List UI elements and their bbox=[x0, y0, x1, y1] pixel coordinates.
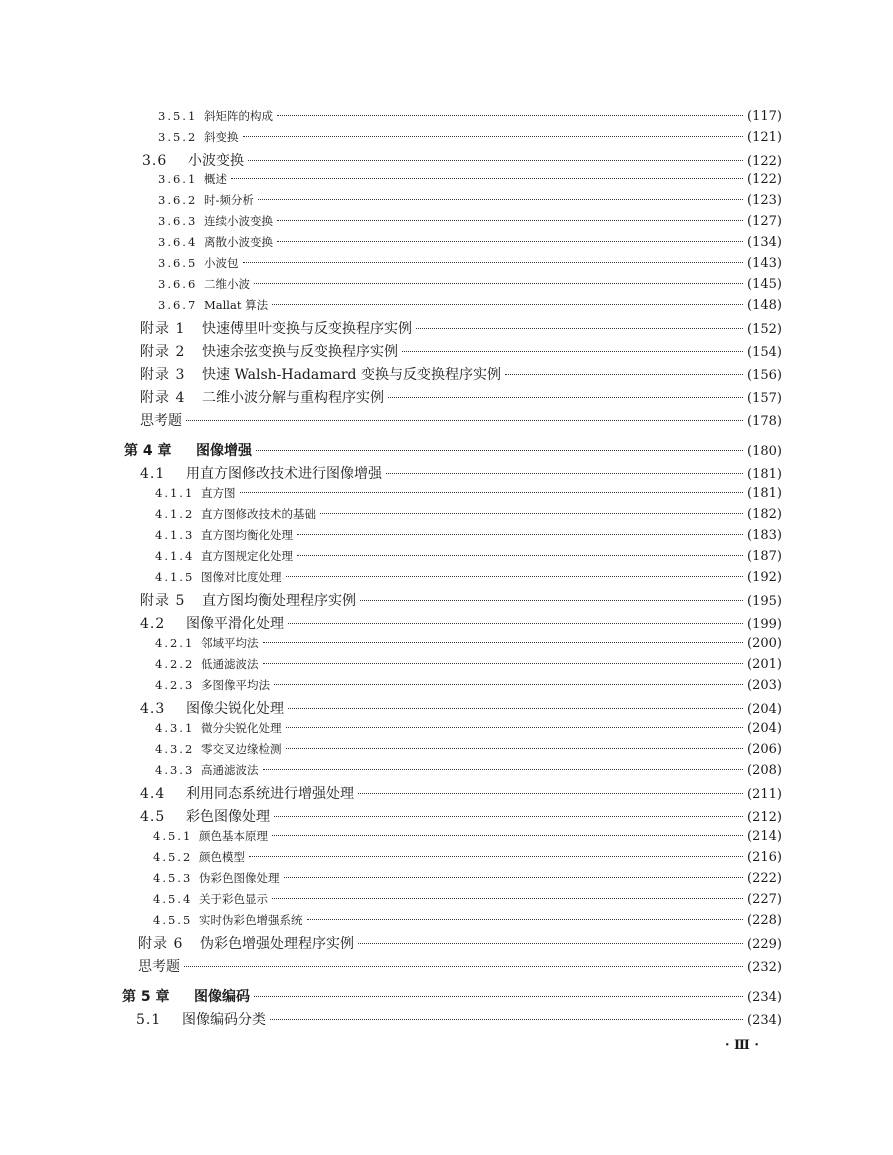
toc-entry[interactable] bbox=[153, 870, 782, 886]
dot-leader bbox=[254, 996, 743, 997]
page-number: (200) bbox=[747, 636, 782, 651]
toc-entry[interactable] bbox=[158, 192, 782, 208]
appendix-number: 附录 5 bbox=[140, 593, 186, 609]
section-title: 颜色模型 bbox=[199, 850, 245, 864]
section-title: 概述 bbox=[204, 172, 227, 186]
section-number: 4.5.4 bbox=[153, 892, 193, 906]
toc-entry[interactable] bbox=[140, 387, 782, 407]
section-number: 4.2 bbox=[140, 616, 166, 632]
toc-entry[interactable] bbox=[158, 234, 782, 250]
page-number: (227) bbox=[747, 892, 782, 907]
dot-leader bbox=[288, 708, 743, 709]
toc-entry[interactable] bbox=[155, 506, 782, 522]
toc-entry[interactable] bbox=[155, 656, 782, 672]
dot-leader bbox=[358, 943, 743, 944]
section-title: 离散小波变换 bbox=[204, 235, 273, 249]
dot-leader bbox=[272, 835, 743, 836]
page-number: (183) bbox=[747, 528, 782, 543]
section-title: 直方图修改技术的基础 bbox=[201, 507, 316, 521]
section-number: 3.5.2 bbox=[158, 130, 198, 144]
chapter-number: 第 4 章 bbox=[124, 443, 172, 459]
page-number: (203) bbox=[747, 678, 782, 693]
page-number: (187) bbox=[747, 549, 782, 564]
toc-entry[interactable] bbox=[140, 318, 782, 338]
dot-leader bbox=[386, 473, 743, 474]
section-number: 3.6.5 bbox=[158, 256, 198, 270]
dot-leader bbox=[274, 684, 743, 685]
page-number: (127) bbox=[747, 214, 782, 229]
section-title: 图像对比度处理 bbox=[201, 570, 282, 584]
appendix-number: 附录 3 bbox=[140, 367, 186, 383]
section-title: 伪彩色增强处理程序实例 bbox=[200, 936, 354, 952]
toc-entry[interactable] bbox=[136, 1009, 782, 1029]
section-number: 4.3.2 bbox=[155, 742, 195, 756]
page-number: (178) bbox=[747, 414, 782, 429]
section-title: 颜色基本原理 bbox=[199, 829, 268, 843]
toc-entry[interactable] bbox=[158, 171, 782, 187]
dot-leader bbox=[256, 450, 743, 451]
toc-entry[interactable] bbox=[158, 276, 782, 292]
page-number: (143) bbox=[747, 256, 782, 271]
section-number: 4.3.1 bbox=[155, 721, 195, 735]
page-number: (204) bbox=[747, 702, 782, 717]
section-number: 4.1.4 bbox=[155, 549, 195, 563]
page-number: (222) bbox=[747, 871, 782, 886]
page-number: (148) bbox=[747, 298, 782, 313]
dot-leader bbox=[263, 642, 744, 643]
page-number: (206) bbox=[747, 742, 782, 757]
section-title: 连续小波变换 bbox=[204, 214, 273, 228]
toc-entry[interactable] bbox=[138, 956, 782, 976]
section-number: 3.6.4 bbox=[158, 235, 198, 249]
toc-entry[interactable] bbox=[140, 806, 782, 826]
section-number: 4.5 bbox=[140, 809, 166, 825]
page-number: (181) bbox=[747, 467, 782, 482]
dot-leader bbox=[184, 966, 743, 967]
dot-leader bbox=[286, 576, 744, 577]
toc-entry[interactable] bbox=[153, 828, 782, 844]
dot-leader bbox=[358, 793, 743, 794]
dot-leader bbox=[416, 328, 743, 329]
dot-leader bbox=[277, 115, 743, 116]
section-number: 4.2.2 bbox=[155, 657, 195, 671]
section-title: 用直方图修改技术进行图像增强 bbox=[186, 466, 382, 482]
toc-entry[interactable] bbox=[155, 720, 782, 736]
section-title: 斜矩阵的构成 bbox=[204, 109, 273, 123]
dot-leader bbox=[505, 374, 743, 375]
page-number: (134) bbox=[747, 235, 782, 250]
dot-leader bbox=[248, 160, 743, 161]
page-number: (228) bbox=[747, 913, 782, 928]
toc-entry[interactable] bbox=[140, 341, 782, 361]
dot-leader bbox=[288, 623, 743, 624]
page-number: (195) bbox=[747, 594, 782, 609]
page-number: (117) bbox=[747, 109, 782, 124]
section-number: 4.4 bbox=[140, 786, 166, 802]
section-number: 4.3 bbox=[140, 701, 166, 717]
section-title: 图像尖锐化处理 bbox=[186, 701, 284, 717]
section-number: 3.6.2 bbox=[158, 193, 198, 207]
page-number: (234) bbox=[747, 990, 782, 1005]
toc-entry[interactable] bbox=[155, 762, 782, 778]
appendix-number: 附录 6 bbox=[138, 936, 184, 952]
toc-entry[interactable] bbox=[140, 463, 782, 483]
section-number: 4.1 bbox=[140, 466, 166, 482]
section-title: 图像编码分类 bbox=[182, 1012, 266, 1028]
chapter-entry[interactable] bbox=[122, 986, 782, 1006]
toc-entry[interactable] bbox=[153, 891, 782, 907]
dot-leader bbox=[274, 816, 743, 817]
section-number: 4.5.5 bbox=[153, 913, 193, 927]
toc-entry[interactable] bbox=[153, 912, 782, 928]
dot-leader bbox=[297, 534, 743, 535]
dot-leader bbox=[263, 769, 744, 770]
dot-leader bbox=[388, 397, 743, 398]
page-number: (180) bbox=[747, 444, 782, 459]
section-title: 直方图规定化处理 bbox=[201, 549, 293, 563]
dot-leader bbox=[231, 178, 743, 179]
dot-leader bbox=[286, 748, 744, 749]
toc-entry[interactable] bbox=[140, 613, 782, 633]
section-number: 4.2.3 bbox=[155, 678, 195, 692]
dot-leader bbox=[320, 513, 743, 514]
toc-entry[interactable] bbox=[158, 108, 782, 124]
dot-leader bbox=[243, 136, 744, 137]
page-number: (157) bbox=[747, 391, 782, 406]
toc-entry[interactable] bbox=[155, 485, 782, 501]
dot-leader bbox=[272, 898, 743, 899]
section-number: 3.5.1 bbox=[158, 109, 198, 123]
chapter-title: 图像编码 bbox=[194, 989, 250, 1005]
section-title: Mallat 算法 bbox=[204, 298, 269, 312]
page-number: (216) bbox=[747, 850, 782, 865]
dot-leader bbox=[284, 877, 744, 878]
toc-entry[interactable] bbox=[140, 590, 782, 610]
section-title: 关于彩色显示 bbox=[199, 892, 268, 906]
section-title: 二维小波分解与重构程序实例 bbox=[202, 390, 384, 406]
section-title: 微分尖锐化处理 bbox=[201, 721, 282, 735]
page-number: (154) bbox=[747, 345, 782, 360]
page-number: (181) bbox=[747, 486, 782, 501]
section-number: 4.1.5 bbox=[155, 570, 195, 584]
chapter-entry[interactable] bbox=[124, 440, 782, 460]
page-number: (214) bbox=[747, 829, 782, 844]
section-number: 4.2.1 bbox=[155, 636, 195, 650]
appendix-number: 附录 4 bbox=[140, 390, 186, 406]
toc-entry[interactable] bbox=[153, 849, 782, 865]
section-number: 4.1.1 bbox=[155, 486, 195, 500]
page-number: (208) bbox=[747, 763, 782, 778]
section-title: 利用同态系统进行增强处理 bbox=[186, 786, 354, 802]
section-number: 3.6.1 bbox=[158, 172, 198, 186]
dot-leader bbox=[186, 420, 743, 421]
section-title: 时-频分析 bbox=[204, 193, 254, 207]
section-number: 4.5.2 bbox=[153, 850, 193, 864]
page-folio: · Ⅲ · bbox=[725, 1038, 759, 1053]
toc-entry[interactable] bbox=[158, 297, 782, 313]
toc-entry[interactable] bbox=[155, 527, 782, 543]
page-number: (234) bbox=[747, 1013, 782, 1028]
page-number: (229) bbox=[747, 937, 782, 952]
toc-entry[interactable] bbox=[140, 364, 782, 384]
dot-leader bbox=[277, 241, 743, 242]
toc-entry[interactable] bbox=[140, 783, 782, 803]
section-number: 4.3.3 bbox=[155, 763, 195, 777]
toc-entry[interactable] bbox=[158, 129, 782, 145]
appendix-number: 附录 2 bbox=[140, 344, 186, 360]
dot-leader bbox=[297, 555, 743, 556]
appendix-number: 附录 1 bbox=[140, 321, 186, 337]
section-title: 小波变换 bbox=[188, 153, 244, 169]
page-number: (204) bbox=[747, 721, 782, 736]
section-number: 4.1.3 bbox=[155, 528, 195, 542]
dot-leader bbox=[402, 351, 743, 352]
section-title: 多图像平均法 bbox=[201, 678, 270, 692]
page-number: (199) bbox=[747, 617, 782, 632]
section-title: 斜变换 bbox=[204, 130, 239, 144]
toc-entry[interactable] bbox=[138, 933, 782, 953]
section-title: 快速余弦变换与反变换程序实例 bbox=[202, 344, 398, 360]
section-title: 直方图均衡处理程序实例 bbox=[202, 593, 356, 609]
page-number: (192) bbox=[747, 570, 782, 585]
toc-entry[interactable] bbox=[158, 255, 782, 271]
section-title: 快速傅里叶变换与反变换程序实例 bbox=[202, 321, 412, 337]
dot-leader bbox=[270, 1019, 743, 1020]
section-title: 高通滤波法 bbox=[201, 763, 259, 777]
page-number: (201) bbox=[747, 657, 782, 672]
toc-entry[interactable] bbox=[155, 635, 782, 651]
toc-entry[interactable] bbox=[155, 548, 782, 564]
page-number: (123) bbox=[747, 193, 782, 208]
toc-entry[interactable] bbox=[140, 410, 782, 430]
toc-entry[interactable] bbox=[158, 213, 782, 229]
page-number: (232) bbox=[747, 960, 782, 975]
page-number: (211) bbox=[747, 787, 782, 802]
section-number: 4.5.1 bbox=[153, 829, 193, 843]
toc-entry[interactable] bbox=[155, 569, 782, 585]
dot-leader bbox=[249, 856, 743, 857]
toc-entry[interactable] bbox=[142, 150, 782, 170]
section-title: 低通滤波法 bbox=[201, 657, 259, 671]
dot-leader bbox=[240, 492, 744, 493]
section-title: 邻域平均法 bbox=[201, 636, 259, 650]
section-number: 3.6.6 bbox=[158, 277, 198, 291]
section-title: 伪彩色图像处理 bbox=[199, 871, 280, 885]
chapter-title: 图像增强 bbox=[196, 443, 252, 459]
section-title: 实时伪彩色增强系统 bbox=[199, 913, 303, 927]
chapter-number: 第 5 章 bbox=[122, 989, 170, 1005]
section-number: 3.6.3 bbox=[158, 214, 198, 228]
dot-leader bbox=[360, 600, 743, 601]
section-number: 3.6.7 bbox=[158, 298, 198, 312]
section-title: 直方图 bbox=[201, 486, 236, 500]
toc-entry[interactable] bbox=[140, 698, 782, 718]
section-title: 二维小波 bbox=[204, 277, 250, 291]
page-number: (121) bbox=[747, 130, 782, 145]
section-number: 3.6 bbox=[142, 153, 168, 169]
page-number: (182) bbox=[747, 507, 782, 522]
dot-leader bbox=[254, 283, 743, 284]
section-title: 快速 Walsh-Hadamard 变换与反变换程序实例 bbox=[202, 367, 501, 383]
section-title: 小波包 bbox=[204, 256, 239, 270]
dot-leader bbox=[243, 262, 744, 263]
dot-leader bbox=[272, 304, 743, 305]
section-title: 思考题 bbox=[138, 959, 180, 975]
page-number: (145) bbox=[747, 277, 782, 292]
dot-leader bbox=[286, 727, 744, 728]
page-number: (156) bbox=[747, 368, 782, 383]
dot-leader bbox=[263, 663, 744, 664]
toc-entry[interactable] bbox=[155, 677, 782, 693]
page-number: (212) bbox=[747, 810, 782, 825]
dot-leader bbox=[307, 919, 744, 920]
section-title: 直方图均衡化处理 bbox=[201, 528, 293, 542]
page-number: (122) bbox=[747, 172, 782, 187]
section-title: 图像平滑化处理 bbox=[186, 616, 284, 632]
section-number: 4.5.3 bbox=[153, 871, 193, 885]
section-number: 5.1 bbox=[136, 1012, 162, 1028]
page-number: (152) bbox=[747, 322, 782, 337]
dot-leader bbox=[277, 220, 743, 221]
section-title: 彩色图像处理 bbox=[186, 809, 270, 825]
section-title: 思考题 bbox=[140, 413, 182, 429]
section-number: 4.1.2 bbox=[155, 507, 195, 521]
dot-leader bbox=[258, 199, 743, 200]
section-title: 零交叉边缘检测 bbox=[201, 742, 282, 756]
page-number: (122) bbox=[747, 154, 782, 169]
toc-entry[interactable] bbox=[155, 741, 782, 757]
